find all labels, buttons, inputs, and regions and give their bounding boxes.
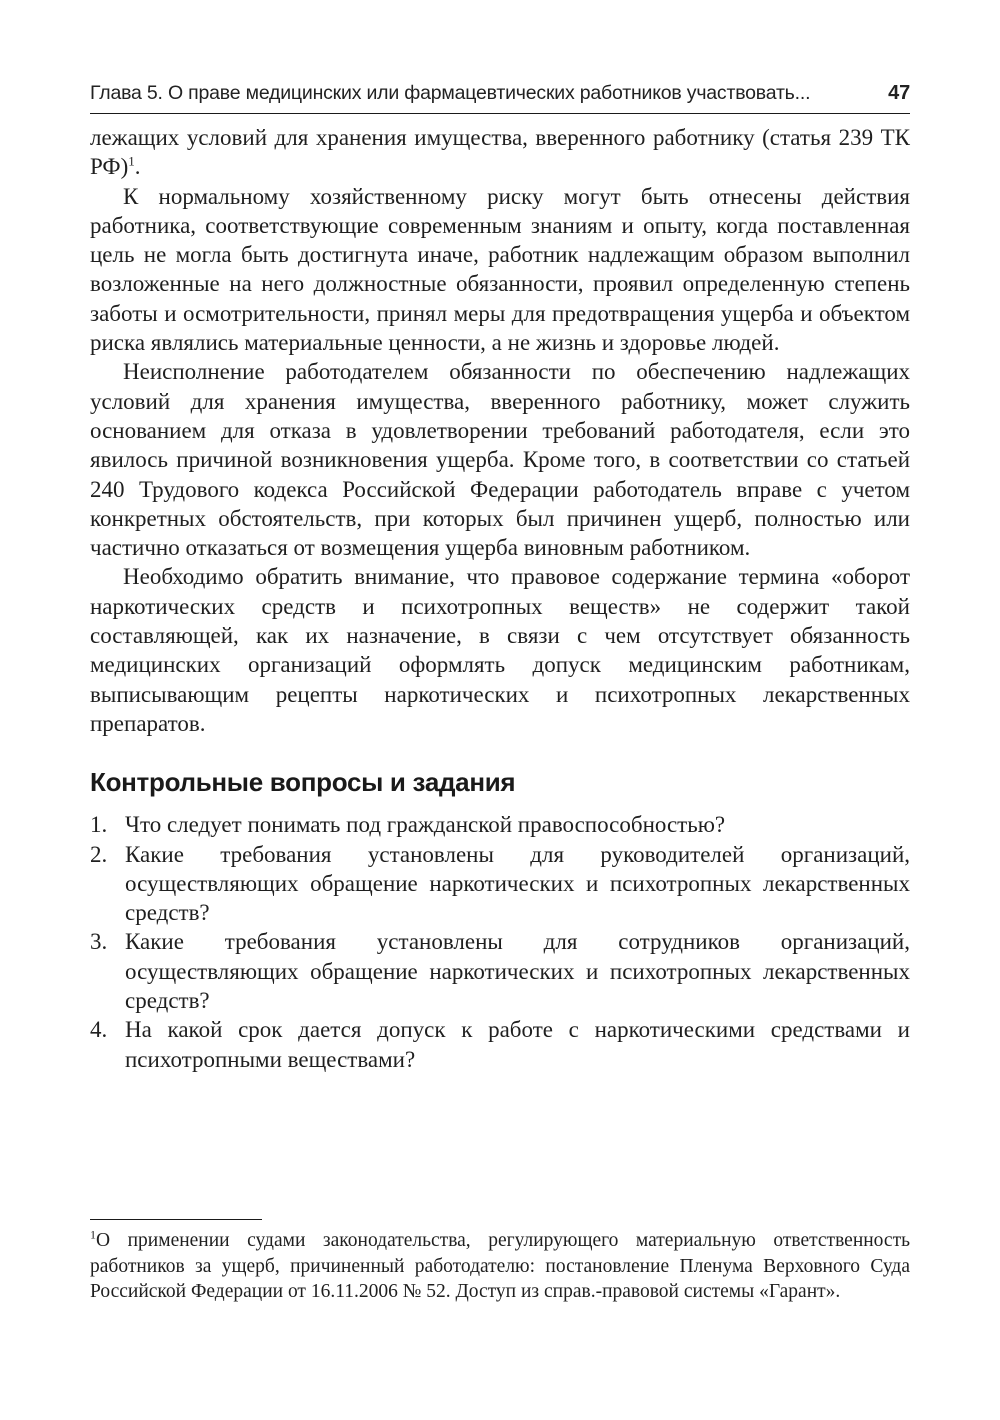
paragraph: К нормальному хозяйственному риску могут быть отнесены действия работника, соответствующие современным знаниям и опыту, когда поставленная цель не могла быть достигнута иначе, работник надлежащим образом выполнил возложенные на него должностные обязанности, проявил определенную степень заботы и осмотрительности, принял меры для предотвращения ущерба и объектом риска являлись материальные ценности, а не жизнь и здоровье людей. [90,183,910,356]
question-list [90,810,910,1074]
question-number: 3. [90,929,108,955]
question-item [90,1015,910,1074]
section-heading: Контрольные вопросы и задания [90,767,516,798]
question-text: На какой срок дается допуск к работе с наркотическими средствами и психотропными веществами? [125,1017,910,1072]
footnote-marker: 1 [90,1227,96,1242]
footnote-reference: 1 [128,153,135,169]
running-header [90,82,910,114]
question-item [90,840,910,928]
question-text: Какие требования установлены для сотрудников организаций, осуществляющих обращение наркотических и психотропных лекарственных средств? [125,929,910,1014]
footnote-divider [90,1219,262,1220]
question-text: Какие требования установлены для руководителей организаций, осуществляющих обращение наркотических и психотропных лекарственных средств? [125,841,910,926]
question-item [90,810,910,839]
question-text: Что следует понимать под гражданской правоспособностью? [125,812,726,838]
footnote [90,1228,910,1305]
page-number: 47 [888,82,910,104]
paragraph: лежащих условий для хранения имущества, вверенного работнику (статья 239 ТК РФ)$^1$. [90,125,910,180]
question-number: 1. [90,812,108,838]
question-number: 4. [90,1017,108,1043]
paragraph: Необходимо обратить внимание, что правовое содержание термина «оборот наркотических средств и психотропных веществ» не содержит такой составляющей, как их назначение, в связи с чем отсутствует обязанность медицинских организаций оформлять допуск медицинским работникам, выписывающим рецепты наркотических и психотропных лекарственных препаратов. [90,564,910,736]
page-body [90,82,910,1074]
footnote-area [90,1219,910,1305]
main-text [90,123,910,738]
question-number: 2. [90,841,108,867]
paragraph: Неисполнение работодателем обязанности по обеспечению надлежащих условий для хранения имущества, вверенного работнику, может служить основанием для отказа в удовлетворении требований работодателя, если это явилось причиной возникновения ущерба. Кроме того, в соответствии со статьей 240 Трудового кодекса Российской Федерации работодатель вправе с учетом конкретных обстоятельств, при которых был причинен ущерб, полностью или частично отказаться от возмещения ущерба виновным работником. [90,359,910,561]
question-item [90,927,910,1015]
chapter-title: Глава 5. О праве медицинских или фармацевтических работников участвовать... [90,82,811,104]
footnote-text: О применении судами законодательства, регулирующего материальную ответственность работников за ущерб, причиненный работодателю: постановление Пленума Верховного Суда Российской Федерации от 16.11.2006 № 52. Доступ из справ.-правовой системы «Гарант». [90,1230,910,1303]
